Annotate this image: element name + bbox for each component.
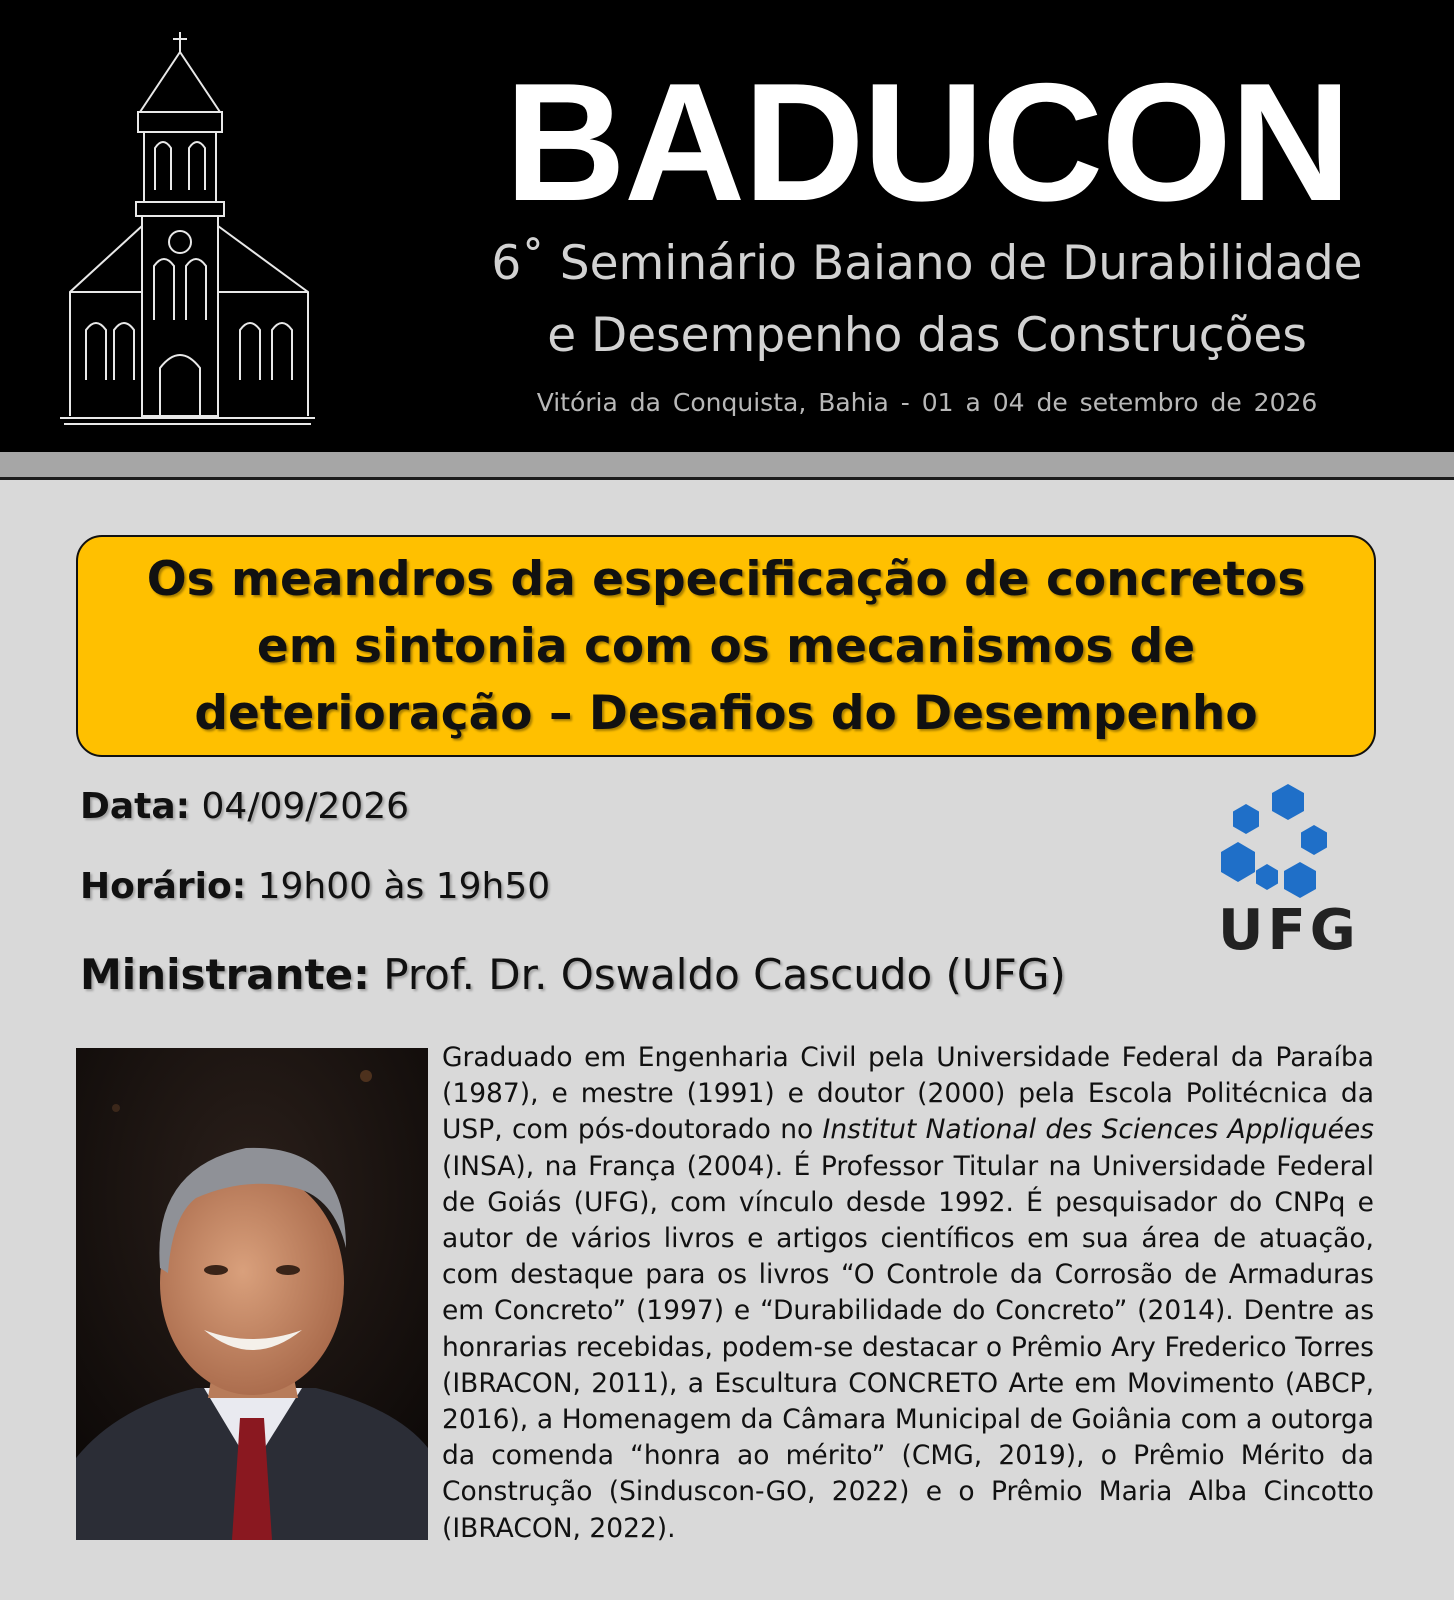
talk-title	[147, 546, 1306, 747]
time-value: 19h00 às 19h50	[257, 866, 551, 907]
header-banner	[0, 0, 1454, 452]
bio-italic-institution: Institut National des Sciences Appliquées	[822, 1114, 1374, 1146]
date-label: Data:	[80, 786, 191, 827]
bio-text-part-1: Graduado em Engenharia Civil pela Universidade Federal da Paraíba (1987), e mestre (1991) e doutor (2000) pela Escola Politécnica da USP, com pós-doutorado no	[442, 1042, 1374, 1146]
date-row	[80, 786, 409, 827]
talk-title-line-3: deterioração – Desafios do Desempenho	[194, 685, 1258, 741]
ufg-hexagon-icon	[1218, 780, 1348, 900]
event-title: BADUCON	[504, 48, 1350, 236]
time-label: Horário:	[80, 866, 247, 907]
divider-band	[0, 452, 1454, 480]
speaker-biography	[442, 1040, 1374, 1547]
speaker-label: Ministrante:	[80, 950, 370, 999]
date-value: 04/09/2026	[201, 786, 410, 827]
talk-title-box	[76, 535, 1376, 757]
subtitle-line-1: 6˚ Seminário Baiano de Durabilidade	[491, 236, 1363, 291]
bio-text-part-2: (INSA), na França (2004). É Professor Titular na Universidade Federal de Goiás (UFG), com vínculo desde 1992. É pesquisador do CNPq e autor de vários livros e artigos científicos em sua área de atuação, com destaque para os livros “O Controle da Corrosão de Armaduras em Concreto” (1997) e “Durabilidade do Concreto” (2014). Dentre as honrarias recebidas, podem-se destacar o Prêmio Ary Frederico Torres (IBRACON, 2011), a Escultura CONCRETO Arte em Movimento (ABCP, 2016), a Homenagem da Câmara Municipal de Goiânia com a outorga da comenda “honra ao mérito” (CMG, 2019), o Prêmio Mérito da Construção (Sinduscon-GO, 2022) e o Prêmio Maria Alba Cincotto (IBRACON, 2022).	[442, 1150, 1374, 1544]
ufg-logo	[1218, 780, 1360, 965]
talk-title-line-2: em sintonia com os mecanismos de	[256, 618, 1196, 674]
speaker-photo	[76, 1048, 428, 1540]
talk-title-line-1: Os meandros da especificação de concretos	[146, 551, 1306, 607]
ufg-logo-text: UFG	[1218, 898, 1360, 963]
speaker-value: Prof. Dr. Oswaldo Cascudo (UFG)	[383, 950, 1066, 999]
speaker-row	[80, 950, 1066, 999]
event-location-dates: Vitória da Conquista, Bahia - 01 a 04 de setembro de 2026	[536, 388, 1318, 417]
subtitle-line-2: e Desempenho das Construções	[547, 308, 1307, 363]
church-illustration	[60, 30, 315, 430]
time-row	[80, 866, 550, 907]
event-subtitle	[400, 228, 1454, 372]
